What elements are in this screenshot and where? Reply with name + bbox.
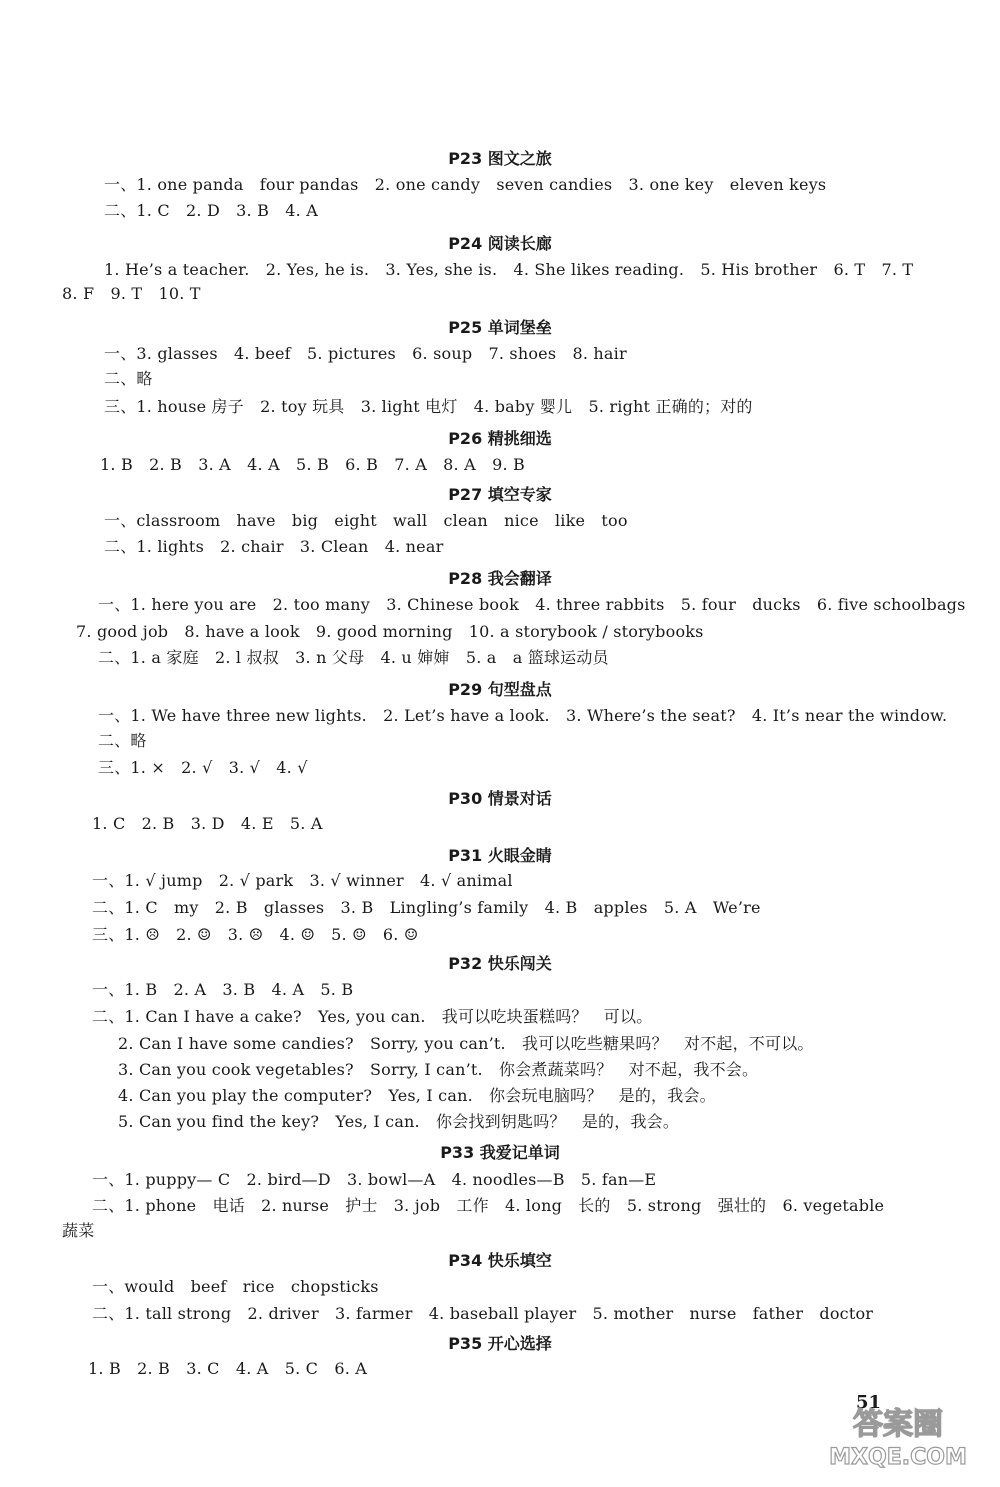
answer-line: 8. F 9. T 10. T: [62, 284, 201, 303]
answer-line: 二、1. C my 2. B glasses 3. B Lingling’s family 4. B apples 5. A We’re: [92, 898, 761, 917]
answer-line: 7. good job 8. have a look 9. good morning 10. a storybook / storybooks: [76, 622, 704, 641]
answer-line: 一、1. B 2. A 3. B 4. A 5. B: [92, 980, 354, 999]
answer-line: 1. B 2. B 3. C 4. A 5. C 6. A: [88, 1359, 368, 1378]
answer-line: 二、1. a 家庭 2. l 叔叔 3. n 父母 4. u 婶婶 5. a a 篮球运动员: [98, 648, 609, 667]
answer-line: 一、1. We have three new lights. 2. Let’s have a look. 3. Where’s the seat? 4. It’s near the window.: [98, 706, 948, 725]
section-title-p32: P32 快乐闯关: [448, 954, 552, 973]
answer-line: 1. C 2. B 3. D 4. E 5. A: [92, 814, 323, 833]
answer-line: 4. Can you play the computer? Yes, I can. 你会玩电脑吗？ 是的，我会。: [118, 1086, 716, 1105]
answer-line: 一、1. one panda four pandas 2. one candy seven candies 3. one key eleven keys: [104, 175, 827, 194]
answer-line: 3. Can you cook vegetables? Sorry, I can’t. 你会煮蔬菜吗？ 对不起，我不会。: [118, 1060, 759, 1079]
answer-line: 二、1. Can I have a cake? Yes, you can. 我可以吃块蛋糕吗？ 可以。: [92, 1007, 653, 1026]
watermark-logo: [808, 1400, 988, 1472]
section-title-p26: P26 精挑细选: [448, 429, 552, 448]
watermark-top: 答案圈: [853, 1407, 943, 1442]
answer-line: 2. Can I have some candies? Sorry, you can’t. 我可以吃些糖果吗？ 对不起，不可以。: [118, 1034, 814, 1053]
answer-line: 二、1. tall strong 2. driver 3. farmer 4. baseball player 5. mother nurse father doctor: [92, 1304, 874, 1323]
answer-line: 一、would beef rice chopsticks: [92, 1277, 379, 1296]
watermark-bottom: MXQE.COM: [829, 1445, 967, 1470]
section-title-p28: P28 我会翻译: [448, 569, 552, 588]
answer-line: 一、3. glasses 4. beef 5. pictures 6. soup 7. shoes 8. hair: [104, 344, 627, 363]
section-title-p25: P25 单词堡垒: [448, 318, 552, 337]
section-title-p30: P30 情景对话: [448, 789, 552, 808]
answer-line: 三、1. ☹ 2. ☺ 3. ☹ 4. ☺ 5. ☺ 6. ☺: [92, 925, 419, 944]
section-title-p29: P29 句型盘点: [448, 680, 552, 699]
section-title-p35: P35 开心选择: [448, 1334, 552, 1353]
answer-line: 蔬菜: [62, 1221, 95, 1240]
answer-line: 二、1. C 2. D 3. B 4. A: [104, 201, 318, 220]
answer-line: 二、1. phone 电话 2. nurse 护士 3. job 工作 4. long 长的 5. strong 强壮的 6. vegetable: [92, 1196, 885, 1215]
page-number: 51: [856, 1392, 882, 1413]
answer-line: 二、1. lights 2. chair 3. Clean 4. near: [104, 537, 444, 556]
answer-line: 二、略: [98, 731, 147, 750]
section-title-p33: P33 我爱记单词: [440, 1143, 560, 1162]
answer-line: 一、1. √ jump 2. √ park 3. √ winner 4. √ animal: [92, 871, 513, 890]
answer-line: 一、1. here you are 2. too many 3. Chinese book 4. three rabbits 5. four ducks 6. five schoolbags: [98, 595, 966, 614]
answer-line: 一、1. puppy— C 2. bird—D 3. bowl—A 4. noodles—B 5. fan—E: [92, 1170, 657, 1189]
section-title-p31: P31 火眼金睛: [448, 846, 552, 865]
answer-line: 一、classroom have big eight wall clean nice like too: [104, 511, 628, 530]
section-title-p27: P27 填空专家: [448, 485, 552, 504]
answer-line: 二、略: [104, 369, 153, 388]
answer-line: 1. He’s a teacher. 2. Yes, he is. 3. Yes, she is. 4. She likes reading. 5. His brother 6. T 7. T: [104, 260, 914, 279]
answer-line: 1. B 2. B 3. A 4. A 5. B 6. B 7. A 8. A 9. B: [100, 455, 525, 474]
answer-line: 三、1. house 房子 2. toy 玩具 3. light 电灯 4. baby 婴儿 5. right 正确的；对的: [104, 397, 753, 416]
section-title-p34: P34 快乐填空: [448, 1251, 552, 1270]
answer-line: 5. Can you find the key? Yes, I can. 你会找到钥匙吗？ 是的，我会。: [118, 1112, 680, 1131]
section-title-p24: P24 阅读长廊: [448, 234, 552, 253]
section-title-p23: P23 图文之旅: [448, 149, 552, 168]
answer-line: 三、1. × 2. √ 3. √ 4. √: [98, 758, 308, 777]
